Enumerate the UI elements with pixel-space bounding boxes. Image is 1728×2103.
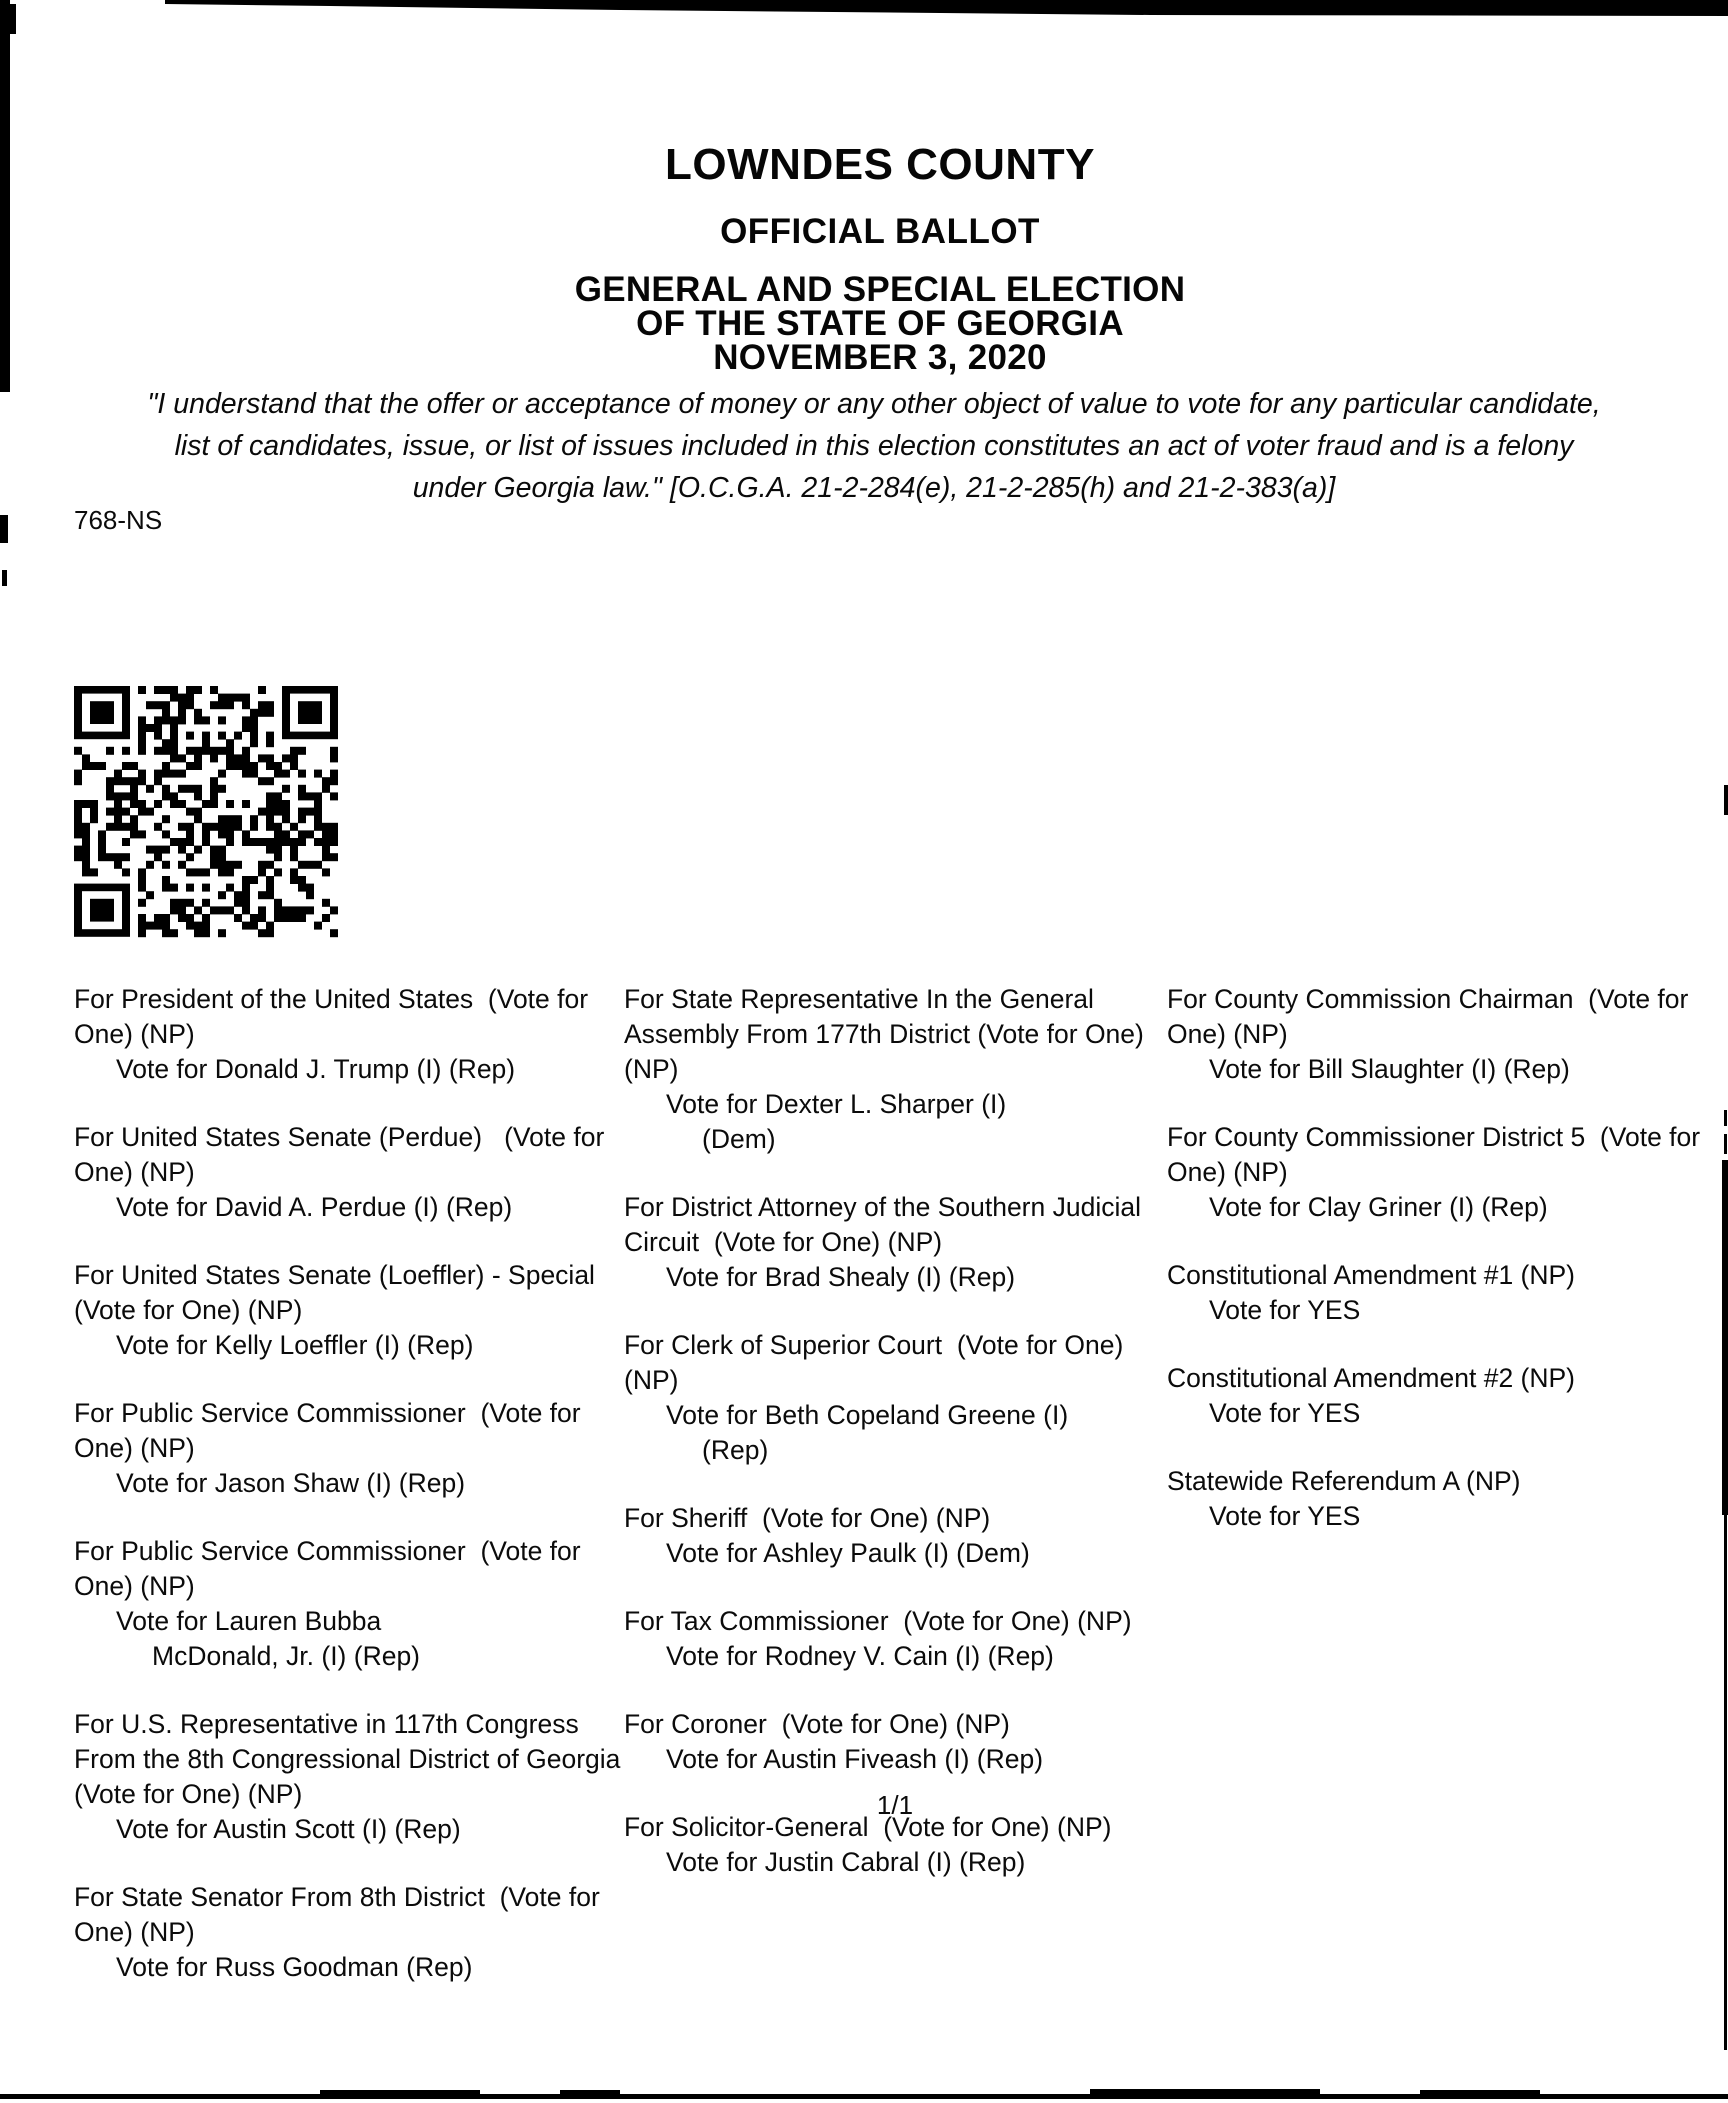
vote-selection-line: Vote for David A. Perdue (I) (Rep) [116, 1192, 513, 1222]
contest-title: For County Commissioner District 5 (Vote for One) (NP) [1167, 1122, 1708, 1187]
vote-selection-line: Vote for Donald J. Trump (I) (Rep) [116, 1054, 516, 1084]
fraud-disclaimer-line: "I understand that the offer or acceptance of money or any other object of value to vote for any particular candidate, [147, 388, 1601, 420]
contest-item [624, 1707, 1169, 1777]
scan-bottom-dash-artifact [560, 2090, 620, 2094]
contest-item [1167, 982, 1728, 1087]
contest-title: Statewide Referendum A (NP) [1167, 1466, 1521, 1496]
contest-item [74, 1880, 622, 1985]
contest-item [74, 1396, 622, 1501]
vote-selection-line: Vote for Kelly Loeffler (I) (Rep) [116, 1330, 474, 1360]
election-title-line2: OF THE STATE OF GEORGIA [636, 304, 1124, 343]
contest-title: For United States Senate (Loeffler) - Special (Vote for One) (NP) [74, 1260, 610, 1325]
scan-bottom-dash-artifact [320, 2090, 480, 2094]
vote-selection-line: Vote for Brad Shealy (I) (Rep) [666, 1262, 1016, 1292]
contest-title: Constitutional Amendment #2 (NP) [1167, 1363, 1576, 1393]
vote-selection-line: Vote for Lauren Bubba [116, 1606, 382, 1636]
scan-edge-bottom-artifact [0, 2094, 1728, 2099]
vote-selection-line: Vote for Dexter L. Sharper (I) [666, 1089, 1007, 1119]
vote-selection-line: Vote for Bill Slaughter (I) (Rep) [1209, 1054, 1570, 1084]
contest-item [74, 1707, 628, 1847]
contest-item [74, 1120, 622, 1225]
vote-selection-line: Vote for YES [1209, 1501, 1361, 1531]
election-date: NOVEMBER 3, 2020 [713, 338, 1047, 377]
vote-selection-line: (Rep) [702, 1435, 769, 1465]
contest-item [1167, 1361, 1728, 1431]
ballot-column [624, 982, 1169, 1913]
vote-selection-line: Vote for Austin Fiveash (I) (Rep) [666, 1744, 1044, 1774]
contest-title: For Solicitor-General (Vote for One) (NP) [624, 1812, 1112, 1842]
scan-bottom-dash-artifact [1090, 2089, 1320, 2094]
fraud-disclaimer-line: list of candidates, issue, or list of issues included in this election constitutes an act of voter fraud and is a felony [174, 430, 1574, 462]
vote-selection-line: Vote for Rodney V. Cain (I) (Rep) [666, 1641, 1054, 1671]
qr-code [74, 686, 338, 938]
contest-item [74, 982, 622, 1087]
election-title [0, 270, 1728, 377]
fraud-disclaimer-line: under Georgia law." [O.C.G.A. 21-2-284(e), 21-2-285(h) and 21-2-383(a)] [412, 472, 1336, 504]
vote-selection-line: Vote for YES [1209, 1295, 1361, 1325]
election-title-line1: GENERAL AND SPECIAL ELECTION [574, 270, 1186, 309]
contest-title: For United States Senate (Perdue) (Vote for One) (NP) [74, 1122, 612, 1187]
vote-selection-line: Vote for Clay Griner (I) (Rep) [1209, 1192, 1548, 1222]
ballot-type-title: OFFICIAL BALLOT [720, 212, 1040, 251]
scan-edge-right-artifact [1724, 1515, 1727, 2050]
scan-edge-right-artifact [1724, 785, 1728, 815]
contest-item [74, 1258, 622, 1363]
contest-item [1167, 1464, 1728, 1534]
contest-title: For Public Service Commissioner (Vote for One) (NP) [74, 1536, 588, 1601]
contest-title: For Sheriff (Vote for One) (NP) [624, 1503, 991, 1533]
vote-selection-line: McDonald, Jr. (I) (Rep) [152, 1641, 421, 1671]
vote-selection-line: Vote for Beth Copeland Greene (I) [666, 1400, 1069, 1430]
contest-item [624, 1190, 1169, 1295]
contest-title: For President of the United States (Vote for One) (NP) [74, 984, 596, 1049]
vote-selection-line: Vote for Ashley Paulk (I) (Dem) [666, 1538, 1030, 1568]
contest-title: For County Commission Chairman (Vote for One) (NP) [1167, 984, 1696, 1049]
vote-selection-line: Vote for Jason Shaw (I) (Rep) [116, 1468, 466, 1498]
vote-selection-line: (Dem) [702, 1124, 776, 1154]
ballot-column [1167, 982, 1728, 1567]
scan-edge-top-artifact [0, 0, 1728, 22]
contest-title: For Public Service Commissioner (Vote for One) (NP) [74, 1398, 588, 1463]
contest-title: Constitutional Amendment #1 (NP) [1167, 1260, 1576, 1290]
contest-title: For Tax Commissioner (Vote for One) (NP) [624, 1606, 1132, 1636]
ballot-header [0, 140, 1728, 375]
vote-selection-line: Vote for Justin Cabral (I) (Rep) [666, 1847, 1026, 1877]
scan-left-dash-artifact [2, 570, 7, 586]
contest-title: For District Attorney of the Southern Judicial Circuit (Vote for One) (NP) [624, 1192, 1149, 1257]
contest-title: For Clerk of Superior Court (Vote for One) (NP) [624, 1330, 1131, 1395]
contest-title: For State Representative In the General Assembly From 177th District (Vote for One) (NP) [624, 984, 1152, 1084]
scan-edge-left-nub-artifact [0, 4, 16, 34]
contest-title: For Coroner (Vote for One) (NP) [624, 1709, 1010, 1739]
contest-title: For State Senator From 8th District (Vote for One) (NP) [74, 1882, 608, 1947]
contest-item [624, 1328, 1169, 1468]
county-title: LOWNDES COUNTY [665, 140, 1095, 189]
vote-selection-line: Vote for Russ Goodman (Rep) [116, 1952, 473, 1982]
scan-left-dash-artifact [0, 515, 8, 543]
contest-item [624, 982, 1169, 1157]
contest-item [1167, 1120, 1728, 1225]
contest-item [74, 1534, 622, 1674]
ballot-style-code: 768-NS [74, 505, 163, 535]
contest-item [624, 1501, 1169, 1571]
scan-bottom-dash-artifact [1420, 2090, 1540, 2094]
vote-selection-line: Vote for Austin Scott (I) (Rep) [116, 1814, 461, 1844]
page-number: 1/1 [876, 1790, 914, 1820]
ballot-column [74, 982, 628, 2018]
fraud-disclaimer [56, 383, 1692, 509]
vote-selection-line: Vote for YES [1209, 1398, 1361, 1428]
qr-code-image [74, 686, 338, 938]
contest-item [1167, 1258, 1728, 1328]
contest-title: For U.S. Representative in 117th Congress From the 8th Congressional District of Georgia (Vote for One) (NP) [74, 1709, 628, 1809]
contest-item [624, 1604, 1169, 1674]
